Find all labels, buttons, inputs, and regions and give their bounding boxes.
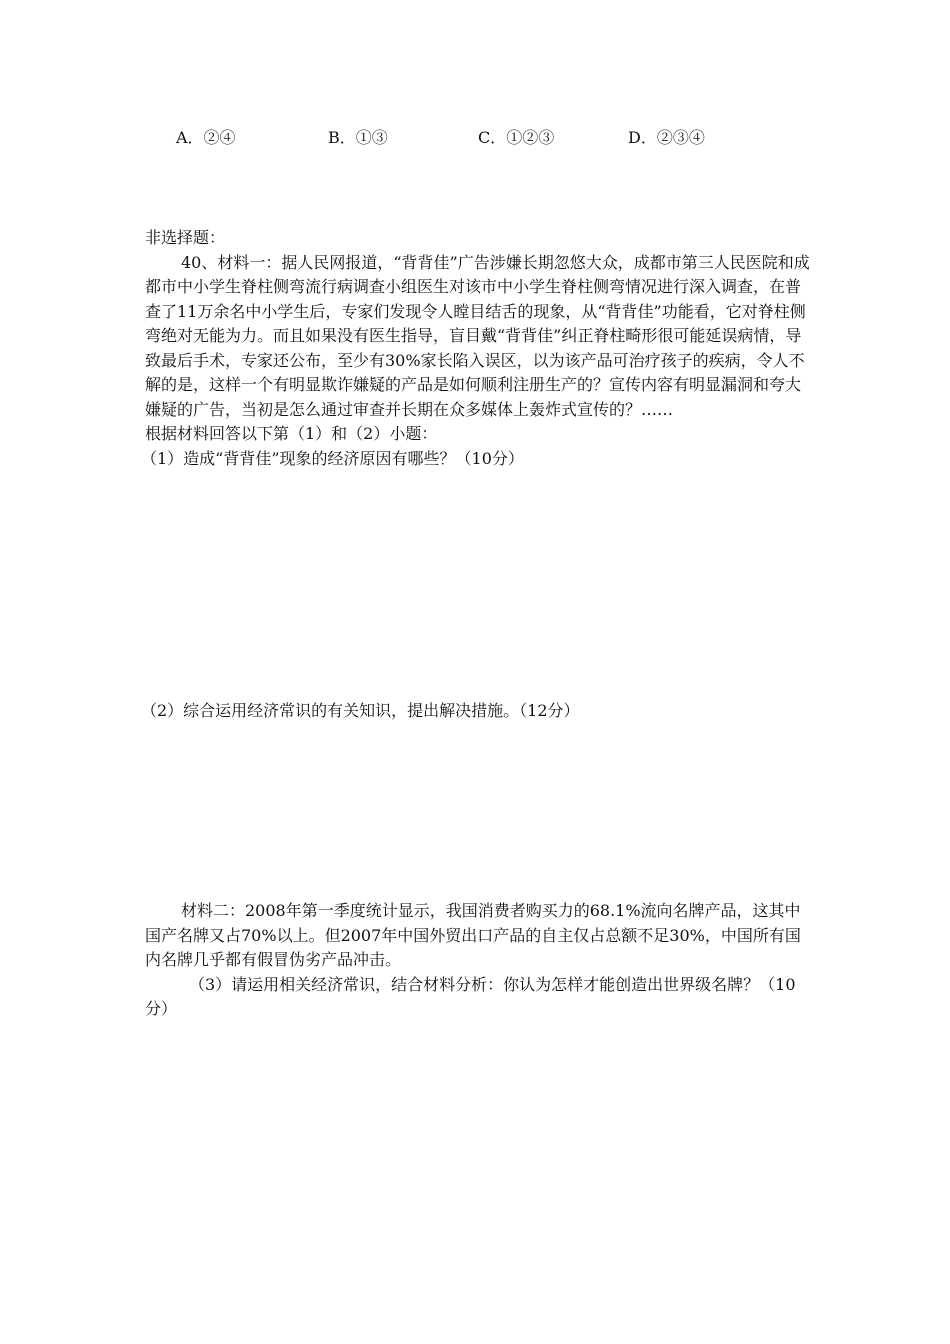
option-c: C．①②③ (478, 128, 555, 147)
question-2-block (141, 699, 810, 724)
option-b: B．①③ (328, 128, 388, 147)
section-heading: 非选择题： (145, 228, 226, 247)
material-two-block (145, 899, 810, 1022)
question-40-block (141, 226, 810, 471)
question-2: （2）综合运用经济常识的有关知识，提出解决措施。（12分） (141, 701, 580, 720)
material-two: 材料二：2008年第一季度统计显示，我国消费者购买力的68.1%流向名牌产品，这其中国产名牌又占70%以上。但2007年中国外贸出口产品的自主仅占总额不足30%，中国所有国内名牌几乎都有假冒伪劣产品冲击。 (145, 901, 801, 969)
material-one: 40、材料一：据人民网报道，“背背佳”广告涉嫌长期忽悠大众，成都市第三人民医院和成都市中小学生脊柱侧弯流行病调查小组医生对该市中小学生脊柱侧弯情况进行深入调查，在普查了11万余名中小学生后，专家们发现令人瞠目结舌的现象，从“背背佳”功能看，它对脊柱侧弯绝对无能为力。而且如果没有医生指导，盲目戴“背背佳”纠正脊柱畸形很可能延误病情，导致最后手术，专家还公布，至少有30%家长陷入误区，以为该产品可治疗孩子的疾病，令人不解的是，这样一个有明显欺诈嫌疑的产品是如何顺利注册生产的？宣传内容有明显漏洞和夸大嫌疑的广告，当初是怎么通过审查并长期在众多媒体上轰炸式宣传的？…… (145, 252, 810, 419)
instruction-text: 根据材料回答以下第（1）和（2）小题： (145, 424, 438, 443)
option-a: A．②④ (176, 128, 236, 147)
question-1: （1）造成“背背佳”现象的经济原因有哪些？（10分） (141, 448, 524, 468)
question-3: （3）请运用相关经济常识，结合材料分析：你认为怎样才能创造出世界级名牌？（10分） (145, 974, 796, 1018)
option-d: D．②③④ (628, 128, 705, 147)
